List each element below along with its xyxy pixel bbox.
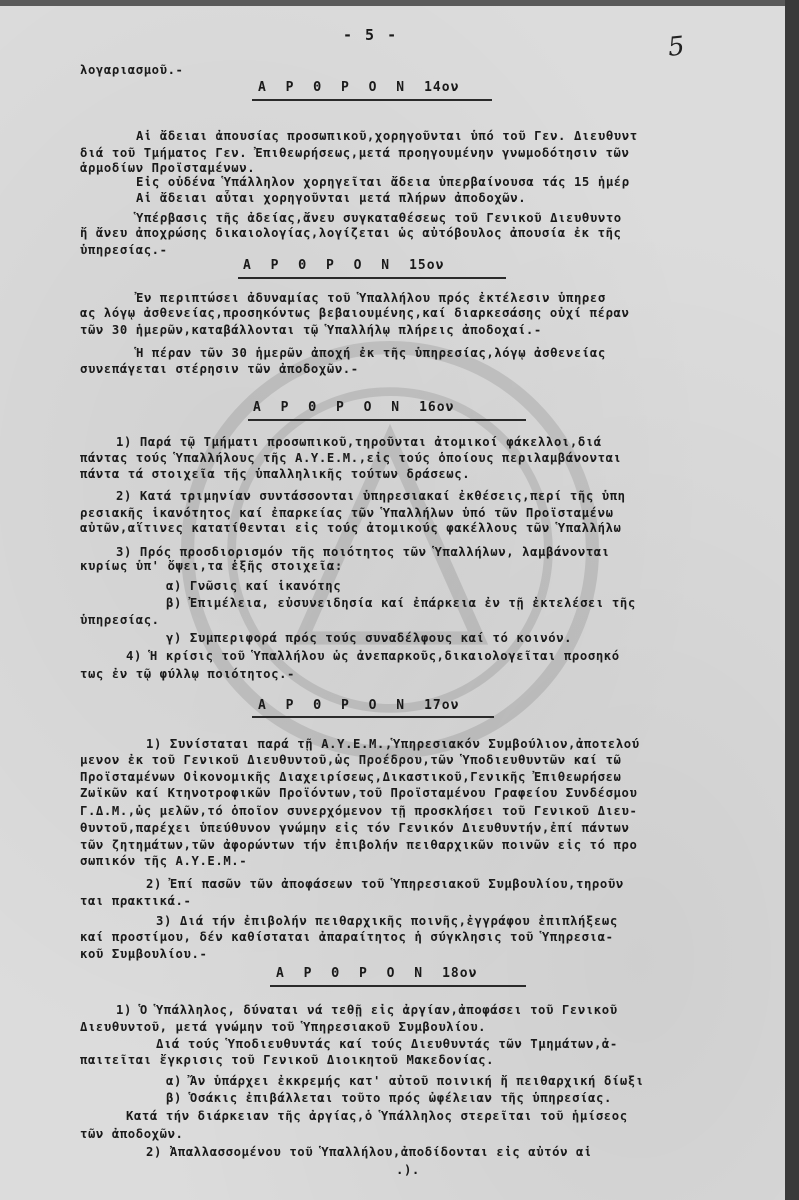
text-line: 1) Παρά τῷ Τμήματι προσωπικοῦ,τηροῦνται ἀτομικοί φάκελλοι,διά — [116, 434, 602, 449]
text-line: ρεσιακῆς ἱκανότητος καί ἐπαρκείας τῶν Ὑπαλλήλων ὑπό τῶν Προϊσταμένω — [80, 505, 614, 520]
text-line: τῶν ζητημάτων,τῶν ἀφορώντων τήν ἐπιβολήν πειθαρχικῶν ποινῶν εἰς τό προ — [80, 837, 638, 852]
text-line: Διευθυντοῦ, μετά γνώμην τοῦ Ὑπηρεσιακοῦ Συμβουλίου. — [80, 1019, 487, 1034]
text-line: Κατά τήν διάρκειαν τῆς ἀργίας,ὁ Ὑπάλληλος στερεῖται τοῦ ἡμίσεος — [126, 1108, 628, 1123]
text-line: Γ.Δ.Μ.,ὡς μελῶν,τό ὁποῖον συνερχόμενον τῇ προσκλήσει τοῦ Γενικοῦ Διευ- — [80, 803, 638, 818]
text-line: Ὑπέρβασις τῆς ἀδείας,ἄνευ συγκαταθέσεως τοῦ Γενικοῦ Διευθυντο — [136, 210, 622, 225]
text-line: Ζωϊκῶν καί Κτηνοτροφικῶν Προϊόντων,τοῦ Προϊσταμένου Γραφείου Συνδέσμου — [80, 785, 638, 800]
text-line: τῶν ἀποδοχῶν. — [80, 1126, 184, 1141]
text-line: τῶν 30 ἡμερῶν,καταβάλλονται τῷ Ὑπαλλήλῳ πλήρεις ἀποδοχαί.- — [80, 322, 542, 337]
text-line: σωπικόν τῆς Α.Υ.Ε.Μ.- — [80, 853, 248, 868]
text-line: Ἡ πέραν τῶν 30 ἡμερῶν ἀποχή ἐκ τῆς ὑπηρεσίας,λόγῳ ἀσθενείας — [136, 345, 606, 360]
text-line: 3) Πρός προσδιορισμόν τῆς ποιότητος τῶν Ὑπαλλήλων, λαμβάνονται — [116, 544, 610, 559]
heading-underline — [248, 419, 526, 421]
text-line: Διά τούς Ὑποδιευθυντάς καί τούς Διευθυντάς τῶν Τμημάτων,ἀ- — [156, 1036, 618, 1051]
text-line: καί προστίμου, δέν καθίσταται ἀπαραίτητος ἡ σύγκλησις τοῦ Ὑπηρεσια- — [80, 929, 614, 944]
text-line: 2) Κατά τριμηνίαν συντάσσονται ὑπηρεσιακαί ἐκθέσεις,περί τῆς ὑπη — [116, 488, 626, 503]
heading-underline — [252, 716, 494, 718]
article-heading-14: Α Ρ Θ Ρ Ο Ν 14ον — [258, 80, 460, 95]
text-line: β) Ὁσάκις ἐπιβάλλεται τοῦτο πρός ὠφέλειαν τῆς ὑπηρεσίας. — [166, 1090, 612, 1105]
text-line: διά τοῦ Τμήματος Γεν. Ἐπιθεωρήσεως,μετά προηγουμένην γνωμοδότησιν τῶν — [80, 145, 630, 160]
article-heading-18: Α Ρ Θ Ρ Ο Ν 18ον — [276, 966, 478, 981]
heading-underline — [270, 985, 526, 987]
text-line: ὑπηρεσίας. — [80, 612, 160, 627]
text-line: 1) Συνίσταται παρά τῇ Α.Υ.Ε.Μ.,Ὑπηρεσιακόν Συμβούλιον,ἀποτελού — [146, 736, 640, 751]
article-heading-15: Α Ρ Θ Ρ Ο Ν 15ον — [243, 258, 445, 273]
heading-underline — [252, 99, 492, 101]
text-line: Προϊσταμένων Οἰκονομικῆς Διαχειρίσεως,Δικαστικοῦ,Γενικῆς Ἐπιθεωρήσεω — [80, 769, 622, 784]
text-line: συνεπάγεται στέρησιν τῶν ἀποδοχῶν.- — [80, 361, 359, 376]
text-line: α) Γνῶσις καί ἱκανότης — [166, 578, 342, 593]
text-line: 4) Ἡ κρίσις τοῦ Ὑπαλλήλου ὡς ἀνεπαρκοῦς,δικαιολογεῖται προσηκό — [126, 648, 620, 663]
page-number: - 5 - — [343, 26, 399, 44]
text-line: α) Ἄν ὑπάρχει ἐκκρεμής κατ' αὐτοῦ ποινική ἤ πειθαρχική δίωξι — [166, 1073, 644, 1088]
text-line: πάντας τούς Ὑπαλλήλους τῆς Α.Υ.Ε.Μ.,εἰς τούς ὁποίους περιλαμβάνονται — [80, 450, 622, 465]
text-line: παιτεῖται ἔγκρισις τοῦ Γενικοῦ Διοικητοῦ Μακεδονίας. — [80, 1052, 495, 1067]
text-line: Αἱ ἄδειαι ἀπουσίας προσωπικοῦ,χορηγοῦνται ὑπό τοῦ Γεν. Διευθυντ — [136, 128, 638, 143]
text-line: .). — [396, 1162, 420, 1177]
text-line: β) Ἐπιμέλεια, εὐσυνειδησία καί ἐπάρκεια ἐν τῇ ἐκτελέσει τῆς — [166, 595, 636, 610]
text-line: λογαριασμοῦ.- — [80, 62, 184, 77]
text-line: 2) Ἀπαλλασσομένου τοῦ Ὑπαλλήλου,ἀποδίδονται εἰς αὐτόν αἱ — [146, 1144, 592, 1159]
text-line: 1) Ὁ Ὑπάλληλος, δύναται νά τεθῇ εἰς ἀργίαν,ἀποφάσει τοῦ Γενικοῦ — [116, 1002, 618, 1017]
text-line: μενον ἐκ τοῦ Γενικοῦ Διευθυντοῦ,ὡς Προέδρου,τῶν Ὑποδιευθυντῶν καί τῶ — [80, 752, 622, 767]
text-line: ὑπηρεσίας.- — [80, 242, 168, 257]
text-line: 2) Ἐπί πασῶν τῶν ἀποφάσεων τοῦ Ὑπηρεσιακοῦ Συμβουλίου,τηροῦν — [146, 876, 624, 891]
text-line: ται πρακτικά.- — [80, 893, 192, 908]
article-heading-16: Α Ρ Θ Ρ Ο Ν 16ον — [253, 400, 455, 415]
handwritten-page-mark: 5 — [666, 31, 687, 63]
text-line: ἁρμοδίων Προϊσταμένων. — [80, 160, 256, 175]
text-line: Ἐν περιπτώσει ἀδυναμίας τοῦ Ὑπαλλήλου πρός ἐκτέλεσιν ὑπηρεσ — [136, 290, 606, 305]
text-line: πάντα τά στοιχεῖα τῆς ὑπαλληλικῆς τούτων δράσεως. — [80, 466, 471, 481]
text-line: Αἱ ἄδειαι αὗται χορηγοῦνται μετά πλήρων ἀποδοχῶν. — [136, 190, 527, 205]
text-line: ἤ ἄνευ ἀποχρώσης δικαιολογίας,λογίζεται ὡς αὐτόβουλος ἀπουσία ἐκ τῆς — [80, 225, 622, 240]
text-line: Εἰς οὐδένα Ὑπάλληλον χορηγεῖται ἄδεια ὑπερβαίνουσα τάς 15 ἡμέρ — [136, 174, 630, 189]
scan-edge-right — [785, 0, 799, 1200]
text-line: κοῦ Συμβουλίου.- — [80, 946, 208, 961]
text-line: 3) Διά τήν ἐπιβολήν πειθαρχικῆς ποινῆς,ἐγγράφου ἐπιπλήξεως — [156, 913, 618, 928]
text-line: θυντοῦ,παρέχει ὑπεύθυνον γνώμην εἰς τόν Γενικόν Διευθυντήν,ἐπί πάντων — [80, 820, 630, 835]
text-line: τως ἐν τῷ φύλλῳ ποιότητος.- — [80, 666, 296, 681]
article-heading-17: Α Ρ Θ Ρ Ο Ν 17ον — [258, 698, 460, 713]
text-line: αὐτῶν,αἵτινες κατατίθενται εἰς τούς ἀτομικούς φακέλλους τῶν Ὑπαλλήλω — [80, 520, 622, 535]
heading-underline — [238, 277, 506, 279]
scan-edge-top — [0, 0, 799, 6]
text-line: ας λόγῳ ἀσθενείας,προσηκόντως βεβαιουμένης,καί διαρκεσάσης οὐχί πέραν — [80, 305, 630, 320]
text-line: κυρίως ὑπ' ὄψει,τα ἑξῆς στοιχεῖα: — [80, 558, 343, 573]
text-line: γ) Συμπεριφορά πρός τούς συναδέλφους καί τό κοινόν. — [166, 630, 573, 645]
